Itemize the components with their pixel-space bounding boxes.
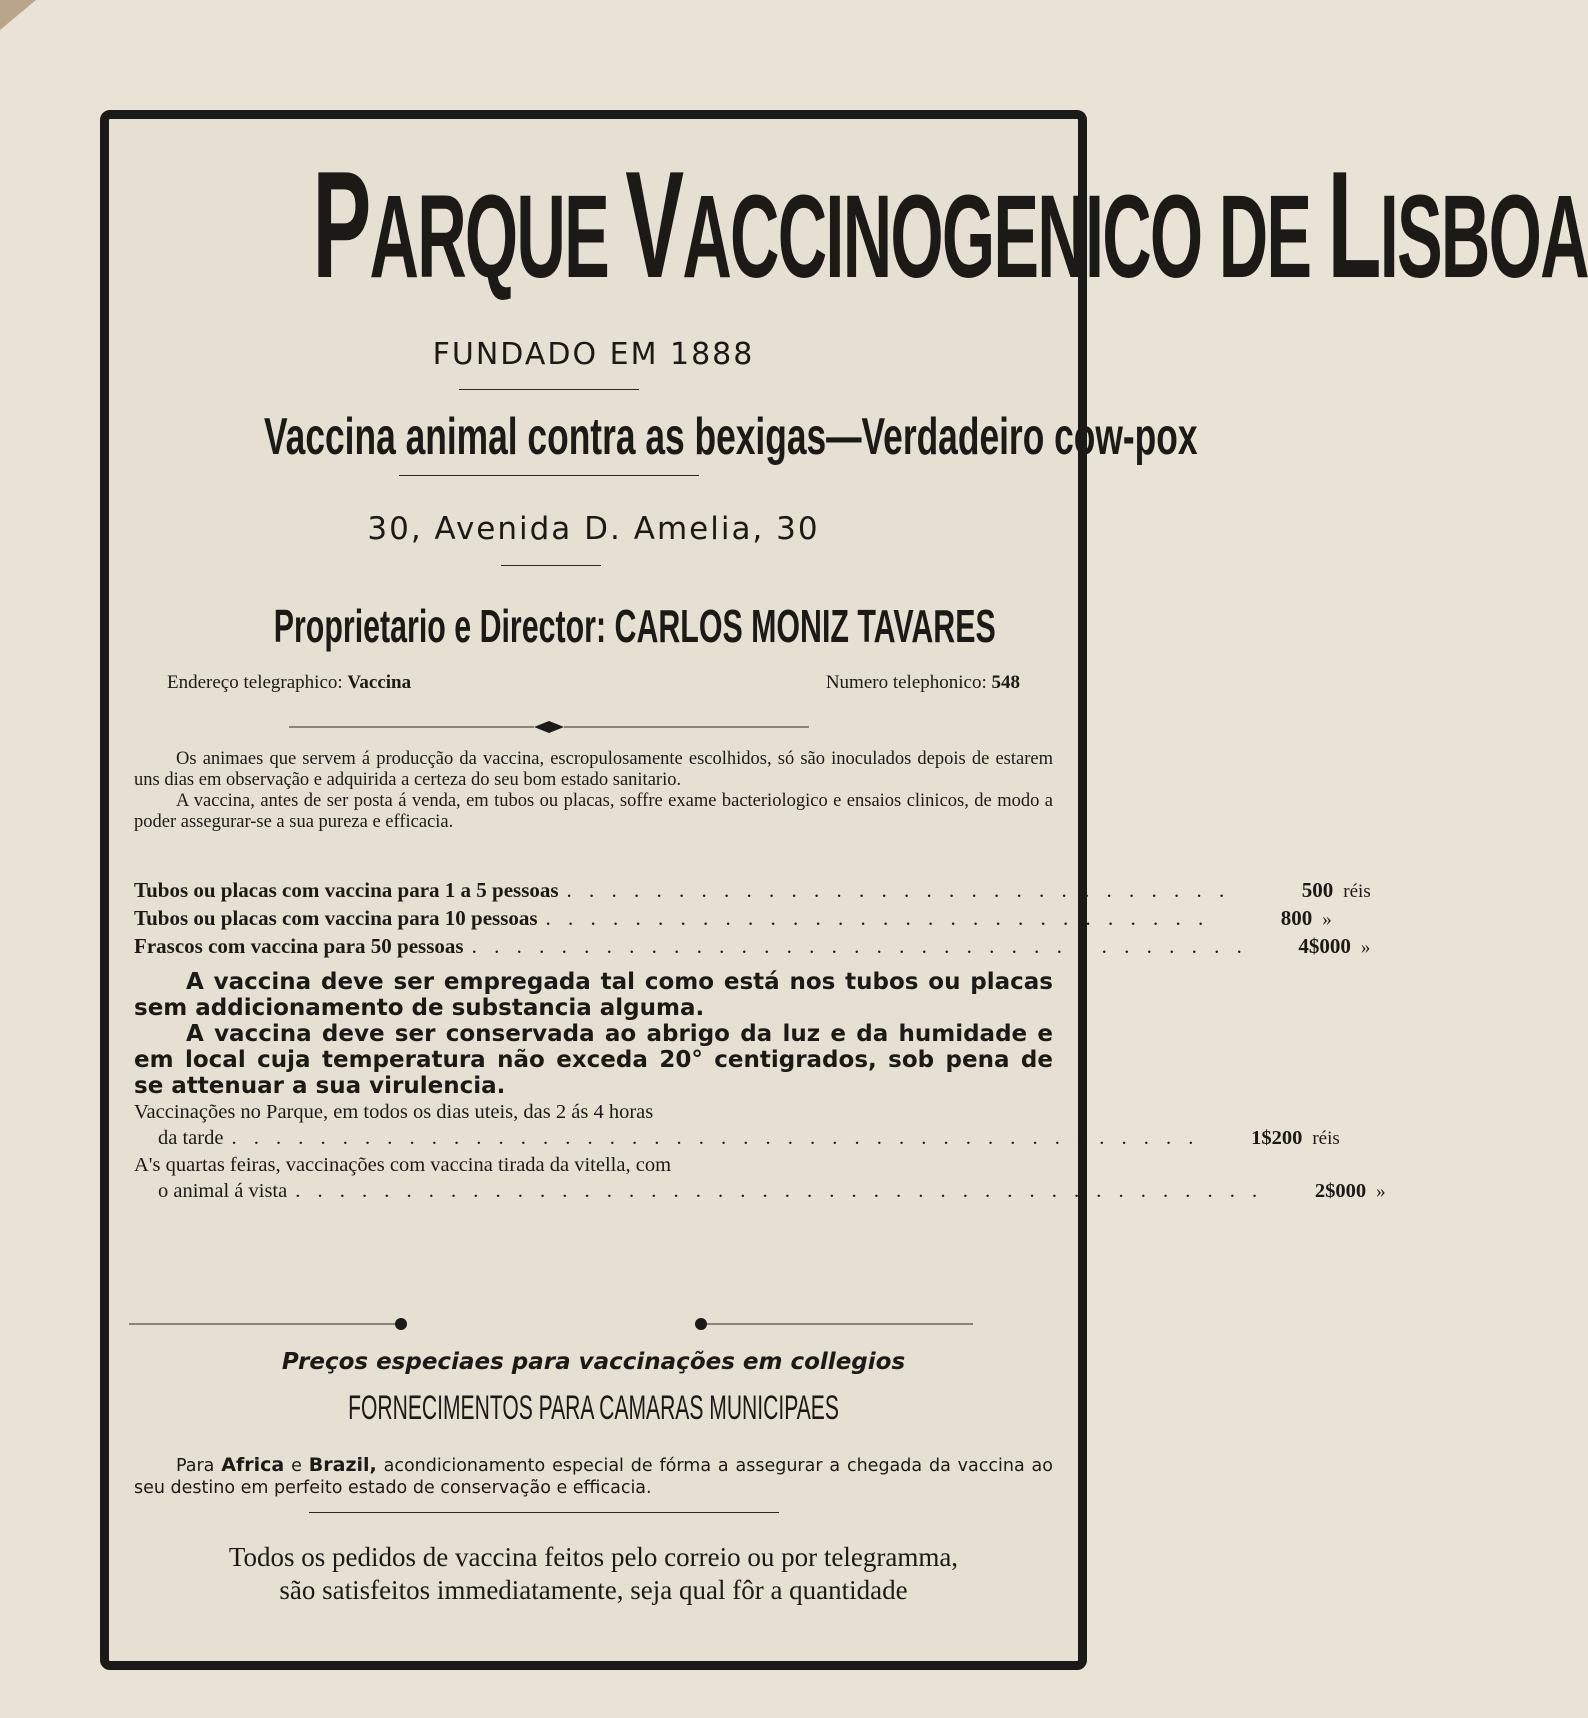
dot-leader: . . . . . . . . . . . . . . . . . . . . . . . . . . . . . . . . . . . [471, 934, 1248, 958]
diamond-divider [289, 720, 809, 734]
vaccination-schedule [134, 1099, 1386, 1205]
title-word-4: LISBOA [1327, 140, 1588, 310]
schedule-line: Vaccinações no Parque, em todos os dias uteis, das 2 ás 4 horas [134, 1101, 654, 1123]
divider [399, 475, 699, 476]
schedule-line: da tarde . . . . . . . . . . . . . . . . . . . . . . . . . . . . . . . . . . . . . . . . . . . . 1$200 réis [158, 1127, 1340, 1149]
africa-brazil-note: Para Africa e Brazil, acondicionamento especial de fórma a assegurar a chegada da vaccina ao seu destino em perfeito estado de conservação e efficacia. [134, 1454, 1053, 1498]
price-list [134, 877, 1371, 961]
divider [459, 389, 639, 390]
intro-paragraph: Os animaes que servem á producção da vaccina, escropulosamente escolhidos, só são inoculados depois de estarem uns dias em observação e adquirida a certeza do seu bom estado sanitario. [134, 749, 1053, 790]
title-word-1: PARQUE [312, 140, 609, 310]
advertisement-frame [100, 110, 1588, 1670]
title-word-2: VACCINOGENICO [625, 140, 1202, 310]
municipal-supply: FORNECIMENTOS PARA CAMARAS MUNICIPAES [348, 1389, 839, 1427]
price-row: Frascos com vaccina para 50 pessoas . . . . . . . . . . . . . . . . . . . . . . . . . . . . . . . . . . . 4$000 » [134, 934, 1371, 958]
warning-paragraph: A vaccina deve ser conservada ao abrigo da luz e da humidade e em local cuja temperatura não exceda 20° centigrados, sob pena de se attenuar a sua virulencia. [134, 1021, 1053, 1099]
usage-warnings [134, 969, 1053, 1099]
intro-text [134, 749, 1053, 833]
divider [501, 565, 601, 566]
schedule-line: o animal á vista . . . . . . . . . . . . . . . . . . . . . . . . . . . . . . . . . . . . . . . . . . . . 2$000 » [158, 1180, 1386, 1202]
subtitle: Vaccina animal contra as bexigas—Verdadeiro cow-pox [264, 408, 1198, 466]
title-word-3: DE [1218, 171, 1311, 303]
schedule-line: A's quartas feiras, vaccinações com vaccina tirada da vitella, com [134, 1154, 672, 1176]
phone-number: Numero telephonico: 548 [825, 672, 1020, 693]
telegraph-address: Endereço telegraphico: Vaccina [167, 672, 412, 693]
divider [309, 1512, 779, 1513]
dot-divider-right [693, 1318, 973, 1330]
owner-line: Proprietario e Director: CARLOS MONIZ TAVARES [273, 600, 996, 652]
dot-leader: . . . . . . . . . . . . . . . . . . . . . . . . . . . . . . . . . . . . . . . . . . . . [231, 1127, 1200, 1149]
dot-divider-left [129, 1318, 409, 1330]
special-prices: Preços especiaes para vaccinações em collegios [281, 1349, 906, 1375]
address: 30, Avenida D. Amelia, 30 [367, 511, 820, 547]
warning-paragraph: A vaccina deve ser empregada tal como está nos tubos ou placas sem addicionamento de substancia alguma. [134, 969, 1053, 1021]
price-row: Tubos ou placas com vaccina para 10 pessoas . . . . . . . . . . . . . . . . . . . . . . . . . . . . . . 800 » [134, 906, 1332, 930]
dot-leader: . . . . . . . . . . . . . . . . . . . . . . . . . . . . . . [545, 906, 1210, 930]
dot-leader: . . . . . . . . . . . . . . . . . . . . . . . . . . . . . . . . . . . . . . . . . . . . [295, 1180, 1264, 1202]
advertisement-content [109, 119, 1588, 1661]
orders-note: Todos os pedidos de vaccina feitos pelo correio ou por telegramma, são satisfeitos immediatamente, seja qual fôr a quantidade [228, 1542, 959, 1605]
page-corner-fold [0, 0, 36, 30]
price-row: Tubos ou placas com vaccina para 1 a 5 pessoas . . . . . . . . . . . . . . . . . . . . . . . . . . . . . . 500 réis [134, 878, 1371, 902]
page-title [312, 140, 1588, 310]
intro-paragraph: A vaccina, antes de ser posta á venda, em tubos ou placas, soffre exame bacteriologico e ensaios clinicos, de modo a poder assegurar-se a sua pureza e efficacia. [134, 791, 1053, 832]
founded-line: FUNDADO EM 1888 [432, 337, 755, 372]
dot-leader: . . . . . . . . . . . . . . . . . . . . . . . . . . . . . . [566, 878, 1231, 902]
